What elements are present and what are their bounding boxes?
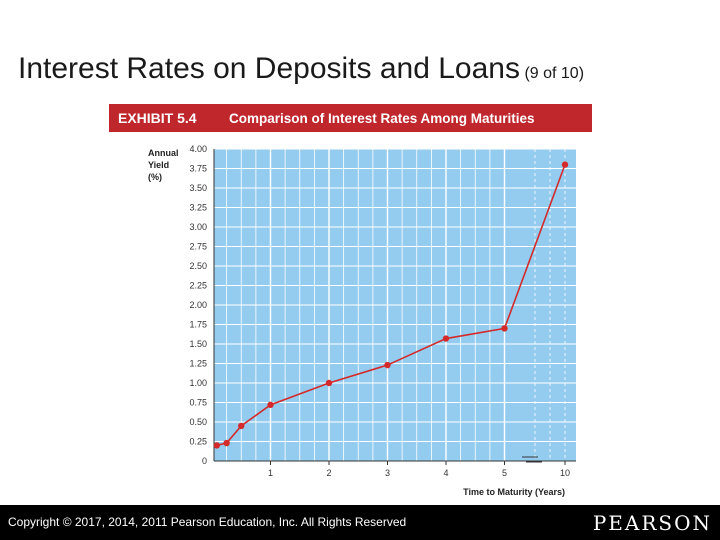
data-point [214,442,220,448]
y-tick-label: 4.00 [189,144,207,154]
x-tick-label: 4 [443,468,449,478]
y-tick-label: 2.75 [189,241,207,252]
y-tick-labels [189,144,207,466]
y-tick-label: 2.00 [189,300,207,310]
slide-title-subtitle: (9 of 10) [524,65,585,82]
copyright-text: Copyright © 2017, 2014, 2011 Pearson Education, Inc. All Rights Reserved [8,515,407,529]
ylabel-line-3: (%) [148,172,162,182]
y-tick-label: 1.75 [189,319,207,330]
y-tick-label: 0 [201,456,207,466]
y-tick-label: 0.75 [189,397,207,408]
data-point [501,325,507,331]
y-tick-label: 3.50 [189,183,207,193]
x-tick-labels [268,468,570,478]
ylabel-line-2: Yield [148,160,170,170]
x-tick-label: 3 [384,468,391,478]
data-point [223,440,229,446]
data-point [326,380,332,386]
y-tick-label: 3.75 [189,163,207,174]
exhibit-label: EXHIBIT 5.4 [118,110,197,126]
y-tick-label: 2.25 [189,280,207,291]
pearson-logo: PEARSON [592,511,712,535]
y-tick-label: 2.50 [189,261,207,271]
y-tick-label: 1.00 [189,378,207,388]
data-point [267,402,273,408]
x-tick-label: 1 [267,468,274,478]
data-point [384,362,390,368]
y-tick-label: 3.00 [189,222,207,232]
exhibit-title: Comparison of Interest Rates Among Maturities [229,110,535,126]
y-tick-label: 3.25 [189,202,207,213]
x-tick-label: 5 [501,468,508,478]
data-point [238,423,244,429]
data-point [562,161,568,167]
y-tick-label: 1.50 [189,339,207,349]
slide-title-main: Interest Rates on Deposits and Loans [18,52,520,85]
y-tick-label: 0.25 [189,436,207,447]
x-tick-label: 2 [326,468,332,478]
x-tick-label: 10 [559,468,571,478]
ylabel-line-1: Annual [148,148,179,158]
y-tick-label: 1.25 [189,358,207,369]
data-point [443,335,449,341]
y-tick-label: 0.50 [189,417,207,427]
footer-bar [0,505,720,540]
xlabel: Time to Maturity (Years) [463,487,565,497]
